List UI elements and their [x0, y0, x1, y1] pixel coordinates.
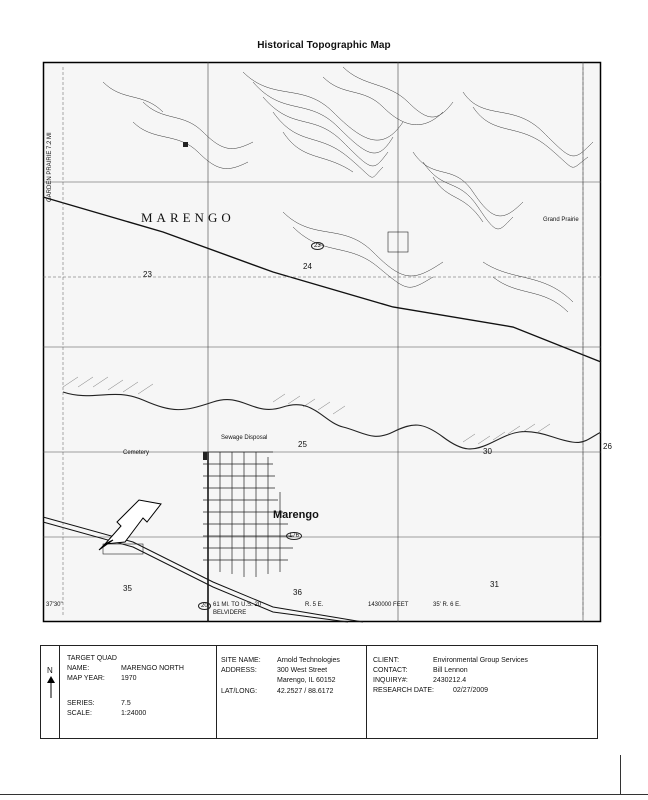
address-line1: 300 West Street [277, 667, 328, 674]
place-label-marengo-upper: MARENGO [141, 210, 235, 225]
section-number: 36 [293, 588, 302, 597]
grid-label-range-6e: 35' R. 6 E. [433, 602, 461, 608]
client-label: CLIENT: [373, 657, 400, 664]
map-year-label: MAP YEAR: [67, 675, 105, 682]
latlong-label: LAT/LONG: [221, 688, 258, 695]
section-number: 26 [603, 442, 612, 451]
section-number: 25 [298, 440, 307, 449]
section-number: 24 [303, 262, 312, 271]
north-label: N [47, 666, 53, 675]
scale-value: 1:24000 [121, 710, 147, 717]
target-quad-heading: TARGET QUAD [67, 655, 117, 662]
north-arrow-icon [45, 676, 57, 700]
grid-label-latitude: 37'30" [46, 602, 63, 608]
inquiry-label: INQUIRY#: [373, 677, 408, 684]
section-number: 30 [483, 447, 492, 456]
series-label: SERIES: [67, 700, 95, 707]
creek [63, 392, 601, 449]
topographic-map [43, 62, 612, 622]
address-label: ADDRESS: [221, 667, 257, 674]
place-label-marengo-town: Marengo [273, 509, 319, 521]
grid-label-feet: 1430000 FEET [368, 602, 409, 608]
grid-label-belvidere: BELVIDERE [213, 610, 247, 616]
site-name-label: SITE NAME: [221, 657, 261, 664]
place-label-cemetery: Cemetery [123, 450, 150, 456]
grid-label-range-5e: R. 5 E. [305, 602, 324, 608]
place-label-grand-prairie: Grand Prairie [543, 217, 579, 223]
contact-value: Bill Lennon [433, 667, 468, 674]
section-number: 23 [143, 270, 152, 279]
section-number: 35 [123, 584, 132, 593]
name-label: NAME: [67, 665, 90, 672]
scan-bottom-line [0, 794, 648, 795]
map-info-panel [40, 645, 598, 739]
scan-edge-line [620, 755, 621, 795]
floodplain-hatching [63, 377, 550, 444]
latlong-value: 42.2527 / 88.6172 [277, 688, 334, 695]
map-canvas [43, 62, 601, 622]
buildings [103, 142, 408, 554]
site-name-value: Arnold Technologies [277, 657, 340, 664]
contour-lines [103, 67, 593, 312]
highway-marker: 20 [198, 602, 211, 610]
contact-label: CONTACT: [373, 667, 408, 674]
inquiry-value: 2430212.4 [433, 677, 467, 684]
name-value: MARENGO NORTH [121, 665, 184, 672]
scale-label: SCALE: [67, 710, 92, 717]
section-number: 31 [490, 580, 499, 589]
grid-label-garden-prairie: GARDEN PRAIRIE 7.2 MI [47, 132, 53, 202]
series-value: 7.5 [121, 700, 131, 707]
address-line2: Marengo, IL 60152 [277, 677, 336, 684]
research-date-label: RESEARCH DATE: [373, 687, 434, 694]
client-value: Environmental Group Services [433, 657, 528, 664]
highway-marker: 176 [286, 532, 302, 540]
page-title: Historical Topographic Map [257, 40, 391, 51]
map-year-value: 1970 [121, 675, 137, 682]
site-arrow [99, 500, 161, 550]
place-label-sewage: Sewage Disposal [221, 435, 268, 441]
grid-label-us20: 61 MI. TO U.S. 20 [213, 602, 262, 608]
railroad [43, 197, 601, 362]
research-date-value: 02/27/2009 [453, 687, 489, 694]
highway-marker: 23 [311, 242, 324, 250]
